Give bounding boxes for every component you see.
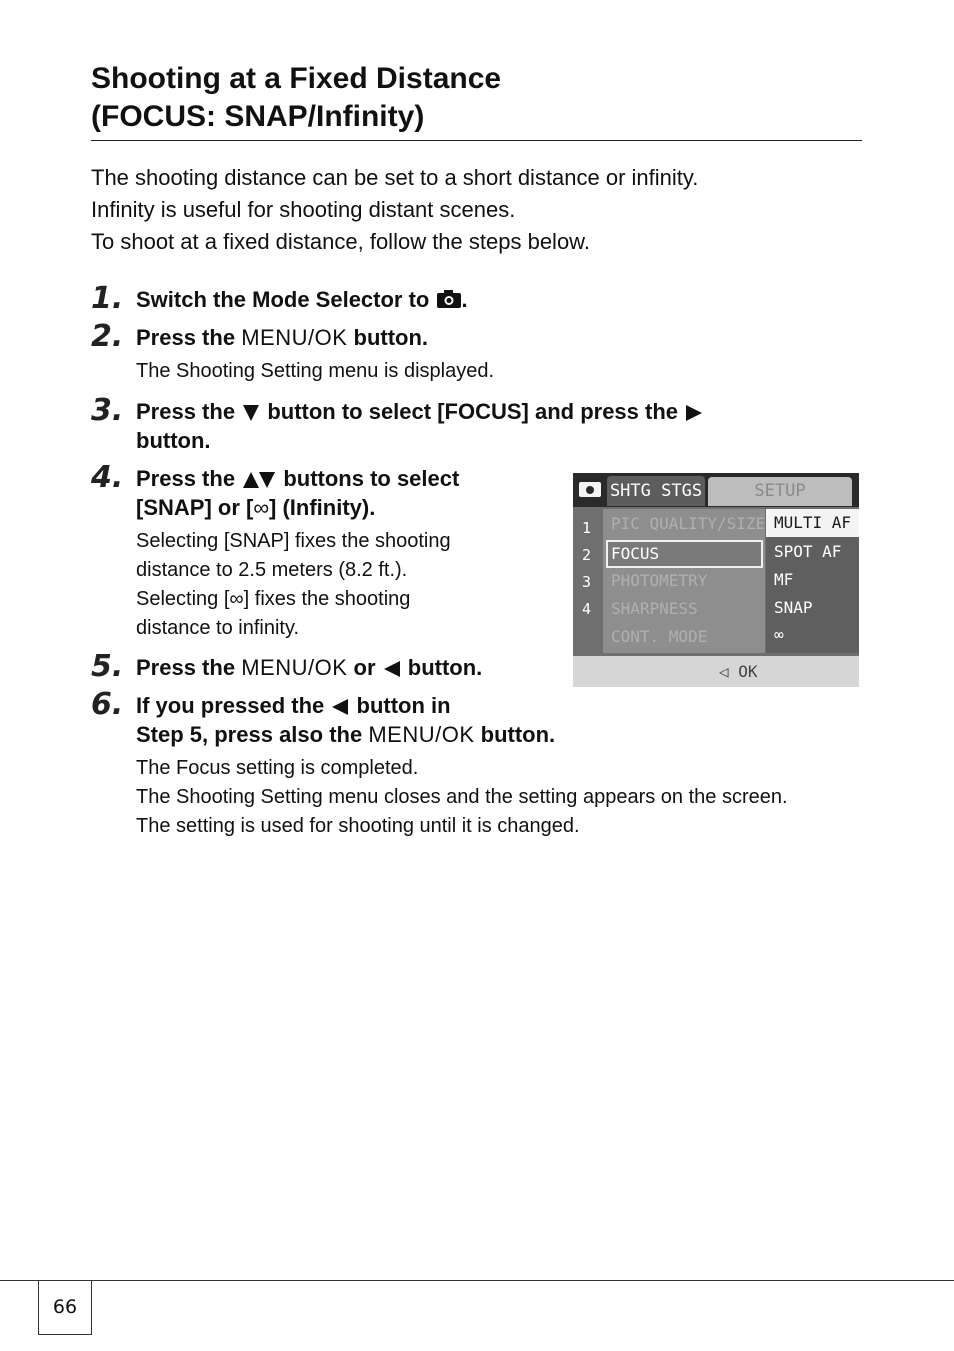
left-arrow-icon (384, 661, 400, 677)
description-line: Selecting [∞] fixes the shooting (136, 585, 451, 614)
menu-item: PHOTOMETRY (611, 571, 708, 590)
description-line: Selecting [SNAP] fixes the shooting (136, 530, 451, 552)
step-text: Press the (136, 466, 236, 491)
step-heading (136, 653, 482, 682)
step-number: 2. (91, 319, 124, 354)
step-number: 5. (91, 649, 124, 684)
step-text: ] (Infinity). (269, 495, 376, 520)
step-text: button in (356, 693, 451, 718)
step-number: 4. (91, 460, 124, 495)
step-text: button. (353, 325, 429, 350)
step-description (136, 527, 451, 643)
menu-item-list (603, 509, 765, 653)
title-line-1: Shooting at a Fixed Distance (91, 62, 502, 95)
right-arrow-icon (686, 405, 702, 421)
step-text: . (461, 287, 468, 312)
option-item: SPOT AF (774, 542, 842, 561)
menu-ok-button-label: MENU/OK (368, 722, 475, 747)
up-down-arrow-icon (241, 466, 277, 491)
intro-paragraph (91, 162, 698, 258)
step-text: Step 5, press also the (136, 722, 363, 747)
footer-divider (0, 1280, 954, 1281)
page-title (91, 60, 501, 136)
step-number: 3. (91, 393, 124, 428)
tab-shooting-settings: SHTG STGS (607, 476, 705, 506)
step-text: Press the (136, 399, 236, 424)
menu-hint-bar (573, 656, 859, 687)
row-number: 4 (582, 600, 592, 618)
menu-item-selected: FOCUS (606, 540, 763, 568)
option-item: ∞ (774, 625, 784, 644)
step-heading (136, 397, 704, 455)
step-text: button. (480, 722, 556, 747)
step-text: If you pressed the (136, 693, 325, 718)
intro-line: The shooting distance can be set to a short distance or infinity. (91, 165, 699, 190)
title-line-2: (FOCUS: SNAP/Infinity) (91, 100, 425, 133)
intro-line: Infinity is useful for shooting distant scenes. (91, 197, 516, 222)
step-text: buttons to select (283, 466, 460, 491)
step-description: The Shooting Setting menu is displayed. (136, 360, 494, 382)
camera-menu-screenshot (573, 473, 859, 687)
step-text: button. (136, 428, 211, 453)
menu-item: SHARPNESS (611, 599, 698, 618)
step-description (136, 754, 788, 841)
description-line: The setting is used for shooting until it is changed. (136, 815, 580, 837)
row-number: 3 (582, 573, 592, 591)
description-line: The Focus setting is completed. (136, 757, 419, 779)
step-text: [SNAP] or [ (136, 495, 254, 520)
step-text: Switch the Mode Selector to (136, 287, 430, 312)
step-heading (136, 691, 555, 749)
option-item: MF (774, 570, 794, 589)
intro-line: To shoot at a fixed distance, follow the steps below. (91, 229, 590, 254)
page-number: 66 (38, 1280, 92, 1335)
description-line: distance to 2.5 meters (8.2 ft.). (136, 559, 408, 581)
title-divider (91, 140, 862, 141)
step-number: 1. (91, 281, 124, 316)
menu-item: CONT. MODE (611, 627, 708, 646)
step-heading (136, 464, 459, 522)
option-selected: MULTI AF (766, 509, 859, 537)
infinity-symbol: ∞ (229, 588, 244, 610)
tab-setup: SETUP (708, 477, 852, 506)
description-line: The Shooting Setting menu closes and the setting appears on the screen. (136, 786, 788, 808)
step-text: Press the (136, 655, 236, 680)
left-arrow-icon (332, 699, 348, 715)
step-text: or (353, 655, 376, 680)
description-line: distance to infinity. (136, 617, 300, 639)
menu-ok-button-label: MENU/OK (241, 655, 348, 680)
down-arrow-icon (243, 405, 259, 421)
menu-ok-button-label: MENU/OK (241, 325, 348, 350)
step-text: button. (407, 655, 483, 680)
row-number: 1 (582, 519, 592, 537)
camera-mode-icon (436, 289, 462, 309)
step-number: 6. (91, 687, 124, 722)
step-heading (136, 285, 468, 314)
camera-icon (579, 482, 601, 497)
menu-tab-bar (573, 473, 859, 507)
menu-item: PIC QUALITY/SIZE (611, 514, 766, 533)
step-heading (136, 323, 428, 352)
row-number: 2 (582, 546, 592, 564)
infinity-symbol: ∞ (253, 495, 270, 520)
option-list (766, 509, 859, 653)
option-item: SNAP (774, 598, 813, 617)
step-text: Press the (136, 325, 236, 350)
step-text: button to select [FOCUS] and press the (267, 399, 679, 424)
ok-hint: ◁ OK (719, 662, 758, 681)
